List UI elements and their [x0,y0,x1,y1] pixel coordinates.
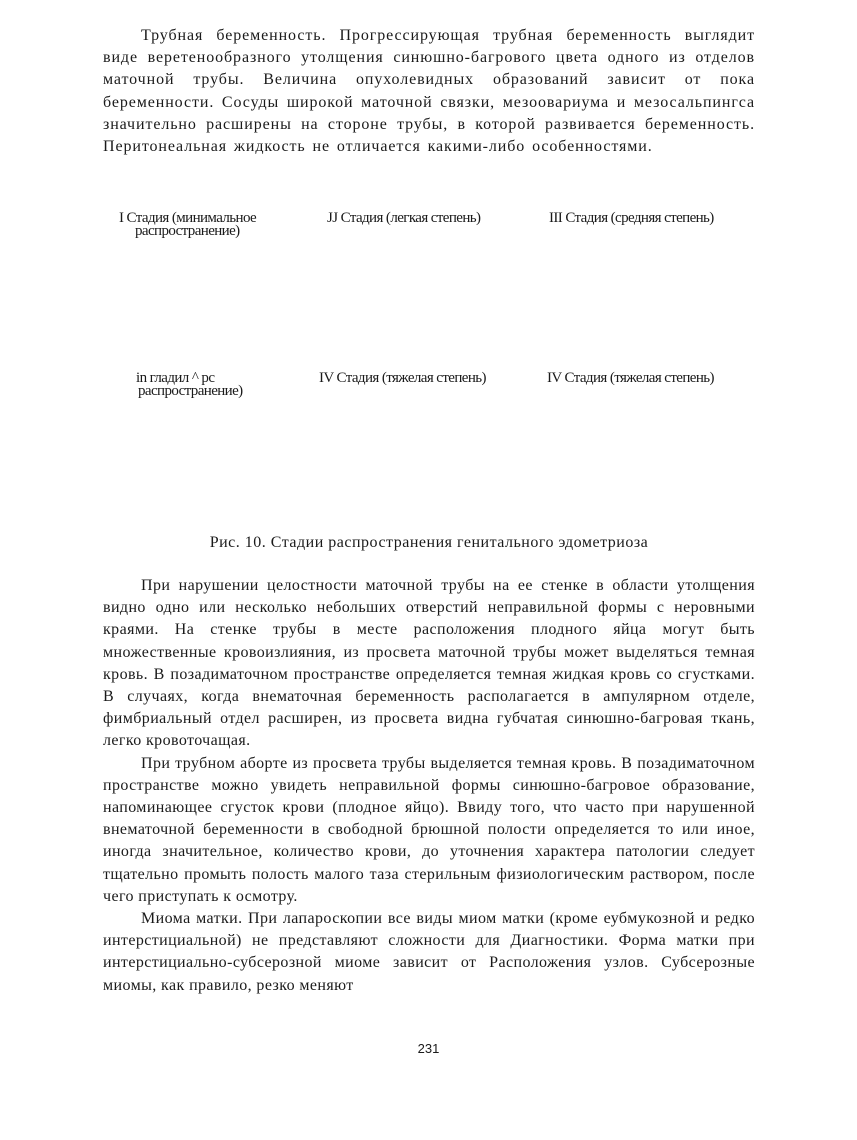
intro-paragraph: Трубная беременность. Прогрессирующая трубная беременность выглядит виде веретенообразного утолщения синюшно-багрового цвета одного из отделов маточной трубы. Величина опухолевидных образований зависит от пока беременности. Сосуды широкой маточной связки, мезоовариума и мезосальпингса значительно расширены на стороне трубы, в которой развивается беременность. Перитонеальная жидкость не отличается какими-либо особенностями. [103,27,755,156]
stage-label-5 [319,372,486,385]
stage-label-5-line1: IV Стадия (тяжелая степень) [319,370,486,386]
figure-stages [103,206,755,506]
body-paragraph-1: При нарушении целостности маточной трубы на ее стенке в области утолщения видно одно или несколько небольших отверстий неправильной формы с неровными краями. На стенке трубы в месте расположения плодного яйца могут быть множественные кровоизлияния, из просвета маточной трубы может выделяться темная кровь. В позадиматочном пространстве определяется темная жидкая кровь со сгустками. В случаях, когда внематочная беременность располагается в ампулярном отделе, фимбриальный отдел расширен, из просвета видна губчатая синюшно-багровая ткань, легко кровоточащая. [103,577,755,750]
figure-caption: Рис. 10. Стадии распространения генитального эдометриоза [209,534,649,551]
stage-label-3 [549,212,714,225]
stage-label-4-line2: распространение) [138,383,243,399]
body-text-block [103,575,755,997]
stage-label-3-line1: III Стадия (средняя степень) [549,210,714,226]
page-number: 231 [417,1041,440,1056]
stage-label-4-line1: in гладил ^ рс [136,370,215,386]
body-paragraph-3: Миома матки. При лапароскопии все виды миом матки (кроме еубмукозной и редко интерстициальной) не представляют сложности для Диагностики. Форма матки при интерстициально-субсерозной миоме зависит от Расположения узлов. Субсерозные миомы, как правило, резко меняют [103,910,755,994]
intro-text-block [103,25,755,158]
stage-label-2-line1: JJ Стадия (легкая степень) [327,210,481,226]
body-paragraph-2: При трубном аборте из просвета трубы выделяется темная кровь. В позадиматочном пространстве можно увидеть неправильной формы синюшно-багровое образование, напоминающее сгусток крови (плодное яйцо). Ввиду того, что часто при нарушенной внематочной беременности в свободной брюшной полости определяется то или иное, иногда значительное, количество крови, до уточнения характера патологии следует тщательно промыть полость малого таза стерильным физиологическим раствором, после чего приступать к осмотру. [103,754,755,905]
stage-label-1-line1: I Стадия (минимальное [119,210,257,226]
stage-label-1-line2: распространение) [135,223,240,239]
stage-label-2 [327,212,480,225]
stage-label-6 [547,372,714,385]
stage-label-6-line1: IV Стадия (тяжелая степень) [547,370,714,386]
stage-label-4 [136,372,243,398]
stage-label-1 [119,212,256,238]
